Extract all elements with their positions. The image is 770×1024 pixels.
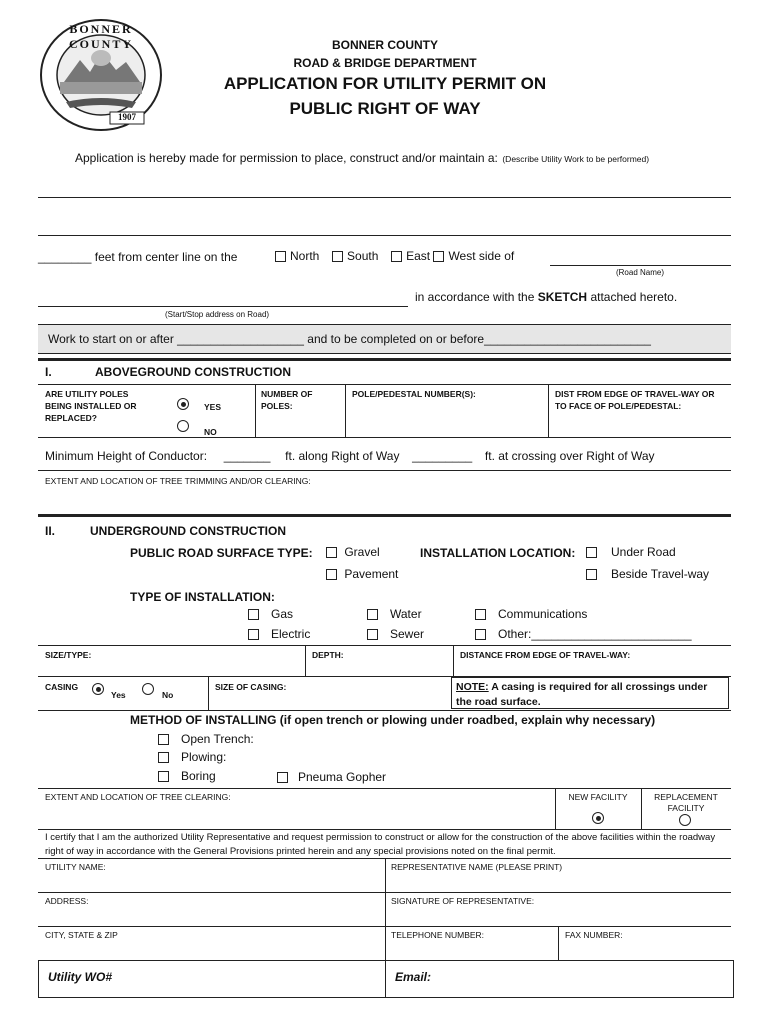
section1-number: I.: [45, 365, 52, 379]
comms-option: [475, 607, 587, 621]
casing-no-label: No: [162, 690, 174, 700]
sketch-pre: in accordance with the: [415, 290, 535, 304]
description-line-1[interactable]: [38, 197, 731, 198]
clearing-bottom-rule: [38, 829, 731, 830]
seal-text: BONNER COUNTY: [68, 22, 133, 51]
gas-option: [248, 607, 293, 621]
city-label[interactable]: CITY, STATE & ZIP: [45, 930, 118, 940]
poles-yes-radio[interactable]: [177, 398, 189, 410]
under-road-label: Under Road: [611, 545, 676, 559]
open-trench-label: Open Trench:: [181, 732, 254, 746]
address-label[interactable]: ADDRESS:: [45, 896, 89, 906]
feet-blank[interactable]: ________: [38, 250, 92, 264]
address-line[interactable]: [38, 306, 408, 307]
wo-email-divider: [385, 960, 386, 998]
height-bottom-rule: [38, 470, 731, 471]
certify-text: I certify that I am the authorized Utility Representative and request permission to construct or allow for the construction of the above facilities within the roadway right of way in accordance with the General Provisions printed herein and any special provisions noted on the final permit.: [45, 832, 716, 857]
west-label: West side of: [448, 249, 515, 263]
under-road-option: [586, 545, 676, 559]
sewer-option: [367, 627, 424, 641]
south-label: South: [347, 249, 379, 263]
boring-label: Boring: [181, 769, 216, 783]
install-location-label: INSTALLATION LOCATION:: [420, 546, 576, 560]
min-height-blank1[interactable]: _______: [223, 449, 271, 463]
section2-title: UNDERGROUND CONSTRUCTION: [90, 524, 286, 538]
poles-question: ARE UTILITY POLES BEING INSTALLED OR REPLACED?: [45, 389, 137, 423]
casing-yes-radio[interactable]: [92, 683, 104, 695]
sketch-text: [415, 290, 677, 304]
replacement-label: REPLACEMENT FACILITY: [654, 792, 718, 813]
fields-center-divider: [385, 858, 386, 960]
casing-no-radio[interactable]: [142, 683, 154, 695]
road-name-label: (Road Name): [615, 268, 664, 277]
casing-bottom-rule: [38, 710, 731, 711]
start-stop-label: (Start/Stop address on Road): [165, 310, 270, 319]
poles-yes-label: YES: [204, 402, 222, 412]
under-road-checkbox[interactable]: [586, 547, 597, 558]
clearing-top-rule: [38, 788, 731, 789]
sewer-label: Sewer: [390, 627, 425, 641]
other-option: [475, 627, 692, 641]
comms-label: Communications: [498, 607, 588, 621]
section1-rule: [38, 384, 731, 385]
fields-row1-rule: [38, 892, 731, 893]
north-label: North: [290, 249, 320, 263]
min-height-label: Minimum Height of Conductor:: [45, 449, 208, 463]
other-label[interactable]: Other:________________________: [498, 627, 692, 641]
description-line-2[interactable]: [38, 235, 731, 236]
casing-yes-label: Yes: [111, 690, 126, 700]
depth-label: DEPTH:: [312, 650, 344, 660]
sketch-word: SKETCH: [537, 290, 588, 304]
electric-checkbox[interactable]: [248, 629, 259, 640]
distance-label: DISTANCE FROM EDGE OF TRAVEL-WAY:: [460, 650, 631, 660]
gas-checkbox[interactable]: [248, 609, 259, 620]
casing-label: CASING: [45, 682, 79, 692]
new-facility-radio[interactable]: [592, 812, 604, 824]
pole-numbers-label: POLE/PEDESTAL NUMBER(S):: [352, 389, 476, 399]
department-name: ROAD & BRIDGE DEPARTMENT: [293, 56, 477, 70]
comms-checkbox[interactable]: [475, 609, 486, 620]
type-installation-label: TYPE OF INSTALLATION:: [130, 590, 275, 604]
water-label: Water: [390, 607, 422, 621]
section1-top-rule: [38, 358, 731, 361]
water-checkbox[interactable]: [367, 609, 378, 620]
note-text: A casing is required for all crossings under the road surface.: [456, 681, 708, 708]
county-seal: [36, 16, 166, 134]
open-trench-option: [158, 732, 254, 746]
num-poles-label: NUMBER OF POLES:: [261, 389, 313, 411]
direction-checkboxes: [275, 249, 514, 263]
electric-option: [248, 627, 310, 641]
water-option: [367, 607, 422, 621]
size-casing-label: SIZE OF CASING:: [215, 682, 287, 692]
gravel-label: Gravel: [344, 545, 380, 559]
pneuma-label: Pneuma Gopher: [298, 770, 387, 784]
signature-label[interactable]: SIGNATURE OF REPRESENTATIVE:: [391, 896, 535, 906]
boring-checkbox[interactable]: [158, 771, 169, 782]
tree-clearing-label: EXTENT AND LOCATION OF TREE CLEARING:: [45, 792, 231, 802]
boring-option: [158, 769, 216, 783]
sewer-checkbox[interactable]: [367, 629, 378, 640]
surface-label: PUBLIC ROAD SURFACE TYPE:: [130, 546, 313, 560]
pneuma-option: [277, 770, 386, 784]
ft-along-label: ft. along Right of Way: [285, 449, 400, 463]
east-checkbox[interactable]: [391, 251, 402, 262]
intro-text: Application is hereby made for permission to place, construct and/or maintain a:: [75, 151, 498, 165]
telephone-label[interactable]: TELEPHONE NUMBER:: [391, 930, 485, 940]
beside-label: Beside Travel-way: [611, 567, 710, 581]
poles-divider-3: [548, 385, 549, 437]
fields-row2-rule: [38, 926, 731, 927]
section2-number: II.: [45, 524, 56, 538]
west-checkbox[interactable]: [433, 251, 444, 262]
plowing-label: Plowing:: [181, 750, 227, 764]
poles-no-radio[interactable]: [177, 420, 189, 432]
road-name-line[interactable]: [550, 265, 731, 266]
pavement-checkbox[interactable]: [326, 569, 337, 580]
fax-label[interactable]: FAX NUMBER:: [565, 930, 623, 940]
clearing-divider-1: [555, 789, 556, 829]
poles-bottom-rule: [38, 437, 731, 438]
seal-year: 1907: [118, 112, 136, 122]
rep-name-label[interactable]: REPRESENTATIVE NAME (PLEASE PRINT): [391, 862, 563, 872]
poles-divider-2: [345, 385, 346, 437]
gas-label: Gas: [271, 607, 294, 621]
size-divider-1: [305, 646, 306, 676]
location-row: [38, 250, 237, 264]
beside-checkbox[interactable]: [586, 569, 597, 580]
size-divider-2: [453, 646, 454, 676]
method-heading: METHOD OF INSTALLING (if open trench or plowing under roadbed, explain why necessary): [130, 713, 656, 727]
dist-label: DIST FROM EDGE OF TRAVEL-WAY OR TO FACE OF POLE/PEDESTAL:: [555, 389, 715, 411]
south-checkbox[interactable]: [332, 251, 343, 262]
size-type-label: SIZE/TYPE:: [45, 650, 92, 660]
wo-email-box: [38, 960, 734, 998]
beside-option: [586, 567, 709, 581]
pavement-label: Pavement: [344, 567, 399, 581]
north-checkbox[interactable]: [275, 251, 286, 262]
intro-line: [75, 149, 755, 167]
section1-title: ABOVEGROUND CONSTRUCTION: [95, 365, 292, 379]
pneuma-checkbox[interactable]: [277, 772, 288, 783]
section2-top-rule: [38, 514, 731, 517]
gravel-checkbox[interactable]: [326, 547, 337, 558]
utility-name-label[interactable]: UTILITY NAME:: [45, 862, 106, 872]
size-top-rule: [38, 645, 731, 646]
plowing-checkbox[interactable]: [158, 752, 169, 763]
poles-no-label: NO: [204, 427, 217, 437]
page-title-line2: PUBLIC RIGHT OF WAY: [289, 99, 481, 118]
clearing-divider-2: [641, 789, 642, 829]
tree-trimming-label: EXTENT AND LOCATION OF TREE TRIMMING AND/OR CLEARING:: [45, 476, 311, 486]
sketch-post: attached hereto.: [590, 290, 678, 304]
work-dates-row: [38, 325, 731, 353]
east-label: East: [406, 249, 431, 263]
fax-divider: [558, 926, 559, 960]
gravel-option: [326, 545, 380, 559]
work-dates-text[interactable]: Work to start on or after ___________________ and to be completed on or before_________________________: [48, 332, 651, 346]
pavement-option: [326, 567, 398, 581]
plowing-option: [158, 750, 226, 764]
dates-bottom-border: [38, 353, 731, 354]
min-height-blank2[interactable]: _________: [412, 449, 473, 463]
electric-label: Electric: [271, 627, 311, 641]
page-title-line1: APPLICATION FOR UTILITY PERMIT ON: [223, 74, 547, 93]
open-trench-checkbox[interactable]: [158, 734, 169, 745]
note-label: NOTE:: [456, 681, 489, 693]
email-label[interactable]: Email:: [395, 970, 432, 984]
casing-divider-1: [208, 677, 209, 710]
poles-divider-1: [255, 385, 256, 437]
feet-text: feet from center line on the: [94, 250, 238, 264]
intro-note: (Describe Utility Work to be performed): [502, 154, 650, 164]
utility-wo-label[interactable]: Utility WO#: [48, 970, 113, 984]
new-facility-label: NEW FACILITY: [568, 792, 628, 802]
other-checkbox[interactable]: [475, 629, 486, 640]
ft-crossing-label: ft. at crossing over Right of Way: [484, 449, 655, 463]
replacement-radio[interactable]: [679, 814, 691, 826]
county-name: BONNER COUNTY: [331, 38, 438, 52]
min-height-row: [45, 449, 655, 463]
casing-note-box: [451, 677, 729, 709]
